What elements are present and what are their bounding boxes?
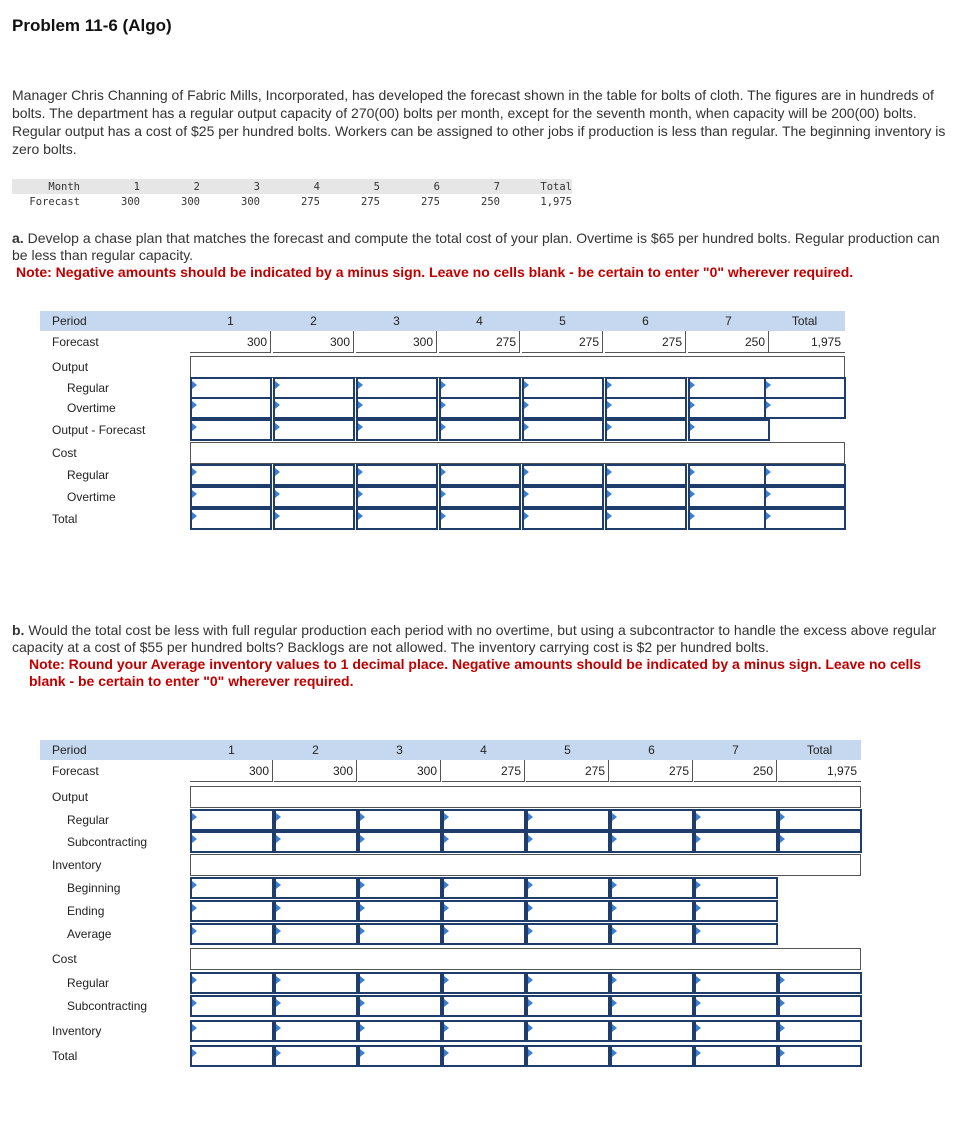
period-header: 1 — [228, 743, 235, 757]
subcontracting-cost-input[interactable] — [358, 995, 442, 1017]
period-label: Period — [52, 743, 87, 757]
ending-inventory-input[interactable] — [358, 900, 442, 922]
summary-month: Total — [500, 179, 572, 194]
question-a — [12, 230, 956, 281]
problem-title: Problem 11-6 (Algo) — [12, 16, 172, 35]
forecast-row-label: Forecast — [52, 335, 99, 349]
total-cost-input[interactable] — [356, 508, 438, 530]
period-header: Total — [791, 314, 818, 328]
output-row-blank — [190, 356, 845, 378]
overtime-cost-input[interactable] — [439, 486, 521, 508]
ending-inventory-label: Ending — [67, 904, 105, 918]
total-cost-label: Total — [52, 512, 78, 526]
beginning-inventory-input[interactable] — [358, 877, 442, 899]
overtime-output-input[interactable] — [764, 397, 846, 419]
output-minus-forecast-input[interactable] — [190, 419, 272, 441]
overtime-output-input[interactable] — [190, 397, 272, 419]
overtime-output-input[interactable] — [273, 397, 355, 419]
cost-row-blank — [190, 948, 861, 970]
total-cost-input[interactable] — [522, 508, 604, 530]
question-a-text: Develop a chase plan that matches the forecast and compute the total cost of your plan. Overtime is $65 per hundred bolts. Regular production can be less than regular capacity. — [12, 230, 940, 263]
forecast-value: 275 — [584, 764, 605, 778]
forecast-value: 1,975 — [826, 764, 857, 778]
question-a-label: a. — [12, 230, 24, 246]
regular-output-input[interactable] — [778, 809, 862, 831]
cost-label: Cost — [52, 952, 77, 966]
regular-output-label: Regular — [67, 813, 110, 827]
subcontracting-output-input[interactable] — [610, 831, 694, 853]
ending-inventory-input[interactable] — [442, 900, 526, 922]
question-b-text: Would the total cost be less with full regular production each period with no overtime, but using a subcontractor to handle the excess above regular capacity at a cost of $55 per hundred bolts? Backlogs are not allowed. The inventory carrying cost is $2 per hundred bolts. — [12, 622, 937, 655]
beginning-inventory-input[interactable] — [526, 877, 610, 899]
regular-cost-label: Regular — [67, 976, 110, 990]
period-header: 6 — [642, 314, 649, 328]
regular-cost-input[interactable] — [605, 464, 687, 486]
regular-output-input[interactable] — [688, 377, 770, 399]
output-minus-forecast-input[interactable] — [688, 419, 770, 441]
subcontracting-output-input[interactable] — [274, 831, 358, 853]
total-cost-input[interactable] — [190, 1045, 274, 1067]
summary-forecast: 250 — [481, 195, 500, 208]
output-minus-forecast-input[interactable] — [605, 419, 687, 441]
forecast-value: 275 — [500, 764, 521, 778]
question-a-note: Note: Negative amounts should be indicated by a minus sign. Leave no cells blank - be certain to enter "0" wherever required. — [16, 264, 854, 280]
period-header: 1 — [227, 314, 234, 328]
subcontracting-cost-input[interactable] — [778, 995, 862, 1017]
beginning-inventory-input[interactable] — [442, 877, 526, 899]
regular-cost-label: Regular — [67, 468, 110, 482]
average-inventory-input[interactable] — [526, 923, 610, 945]
summary-month: 1 — [80, 179, 140, 194]
output-minus-forecast-input[interactable] — [439, 419, 521, 441]
regular-cost-input[interactable] — [190, 464, 272, 486]
subcontracting-output-input[interactable] — [442, 831, 526, 853]
total-cost-input[interactable] — [190, 508, 272, 530]
beginning-inventory-label: Beginning — [67, 881, 121, 895]
inventory-row-blank — [190, 854, 861, 876]
summary-month: 5 — [320, 179, 380, 194]
total-cost-input[interactable] — [274, 1045, 358, 1067]
subcontracting-output-input[interactable] — [190, 831, 274, 853]
subcontracting-output-input[interactable] — [358, 831, 442, 853]
forecast-value: 300 — [412, 335, 433, 349]
overtime-output-label: Overtime — [67, 401, 116, 415]
regular-output-input[interactable] — [764, 377, 846, 399]
summary-month: 4 — [260, 179, 320, 194]
output-label: Output — [52, 360, 89, 374]
total-cost-input[interactable] — [688, 508, 770, 530]
average-inventory-input[interactable] — [190, 923, 274, 945]
subcontracting-output-input[interactable] — [526, 831, 610, 853]
forecast-label: Forecast — [29, 195, 80, 208]
inventory-cost-input[interactable] — [778, 1020, 862, 1042]
forecast-row-label: Forecast — [52, 764, 99, 778]
forecast-value: 300 — [416, 764, 437, 778]
average-inventory-input[interactable] — [442, 923, 526, 945]
inventory-cost-input[interactable] — [190, 1020, 274, 1042]
summary-month: 3 — [200, 179, 260, 194]
period-label: Period — [52, 314, 87, 328]
regular-cost-input[interactable] — [442, 972, 526, 994]
period-header: 7 — [725, 314, 732, 328]
summary-forecast: 300 — [181, 195, 200, 208]
period-header: 2 — [312, 743, 319, 757]
subcontracting-cost-input[interactable] — [526, 995, 610, 1017]
average-inventory-input[interactable] — [694, 923, 778, 945]
beginning-inventory-input[interactable] — [274, 877, 358, 899]
output-minus-forecast-label: Output - Forecast — [52, 423, 146, 437]
question-b-label: b. — [12, 622, 25, 638]
overtime-cost-input[interactable] — [688, 486, 770, 508]
period-header: 4 — [476, 314, 483, 328]
regular-cost-input[interactable] — [274, 972, 358, 994]
regular-cost-input[interactable] — [439, 464, 521, 486]
regular-output-input[interactable] — [526, 809, 610, 831]
summary-forecast: 1,975 — [540, 195, 572, 208]
regular-output-input[interactable] — [605, 377, 687, 399]
inventory-label: Inventory — [52, 858, 102, 872]
forecast-value: 300 — [248, 764, 269, 778]
summary-forecast: 275 — [301, 195, 320, 208]
ending-inventory-input[interactable] — [610, 900, 694, 922]
ending-inventory-input[interactable] — [190, 900, 274, 922]
forecast-summary-table — [12, 179, 572, 209]
regular-cost-input[interactable] — [356, 464, 438, 486]
inventory-cost-input[interactable] — [694, 1020, 778, 1042]
problem-description: Manager Chris Channing of Fabric Mills, Incorporated, has developed the forecast shown in the table for bolts of cloth. The figures are in hundreds of bolts. The department has a regular output capacity of 270(00) bolts per month, except for the seventh month, when capacity will be 200(00) bolts. Regular output has a cost of $25 per hundred bolts. Workers can be assigned to other jobs if production is less than regular. The beginning inventory is zero bolts. — [12, 87, 946, 157]
subcontracting-output-input[interactable] — [694, 831, 778, 853]
cost-label: Cost — [52, 446, 77, 460]
overtime-cost-input[interactable] — [273, 486, 355, 508]
overtime-output-input[interactable] — [439, 397, 521, 419]
subcontracting-cost-input[interactable] — [694, 995, 778, 1017]
subcontracting-cost-input[interactable] — [610, 995, 694, 1017]
overtime-output-input[interactable] — [605, 397, 687, 419]
regular-output-label: Regular — [67, 381, 110, 395]
summary-month: 7 — [440, 179, 500, 194]
regular-cost-input[interactable] — [610, 972, 694, 994]
overtime-output-input[interactable] — [522, 397, 604, 419]
output-minus-forecast-input[interactable] — [356, 419, 438, 441]
question-b-note: Note: Round your Average inventory values to 1 decimal place. Negative amounts should be indicated by a minus sign. Leave no cells blank - be certain to enter "0" wherever required. — [29, 656, 922, 689]
total-cost-input[interactable] — [358, 1045, 442, 1067]
period-header: 2 — [310, 314, 317, 328]
overtime-cost-input[interactable] — [605, 486, 687, 508]
regular-cost-input[interactable] — [694, 972, 778, 994]
regular-output-input[interactable] — [356, 377, 438, 399]
regular-output-input[interactable] — [274, 809, 358, 831]
inventory-cost-input[interactable] — [274, 1020, 358, 1042]
period-header: 3 — [396, 743, 403, 757]
period-header: 5 — [559, 314, 566, 328]
inventory-cost-input[interactable] — [526, 1020, 610, 1042]
forecast-value: 250 — [752, 764, 773, 778]
regular-cost-input[interactable] — [764, 464, 846, 486]
regular-output-input[interactable] — [610, 809, 694, 831]
forecast-value: 275 — [578, 335, 599, 349]
inventory-cost-input[interactable] — [610, 1020, 694, 1042]
regular-cost-input[interactable] — [273, 464, 355, 486]
total-cost-input[interactable] — [273, 508, 355, 530]
beginning-inventory-input[interactable] — [694, 877, 778, 899]
output-label: Output — [52, 790, 89, 804]
forecast-value: 275 — [668, 764, 689, 778]
summary-forecast: 275 — [361, 195, 380, 208]
forecast-value: 1,975 — [810, 335, 841, 349]
output-row-blank — [190, 786, 861, 808]
regular-output-input[interactable] — [694, 809, 778, 831]
inventory-cost-input[interactable] — [358, 1020, 442, 1042]
question-b — [12, 622, 956, 690]
regular-output-input[interactable] — [522, 377, 604, 399]
overtime-cost-input[interactable] — [190, 486, 272, 508]
inventory-cost-label: Inventory — [52, 1024, 102, 1038]
regular-cost-input[interactable] — [358, 972, 442, 994]
subcontracting-cost-label: Subcontracting — [67, 999, 148, 1013]
forecast-value: 275 — [495, 335, 516, 349]
regular-output-input[interactable] — [442, 809, 526, 831]
total-cost-input[interactable] — [694, 1045, 778, 1067]
regular-cost-input[interactable] — [522, 464, 604, 486]
subcontracting-cost-input[interactable] — [274, 995, 358, 1017]
output-minus-forecast-input[interactable] — [273, 419, 355, 441]
subcontracting-cost-input[interactable] — [190, 995, 274, 1017]
forecast-value: 250 — [744, 335, 765, 349]
month-label: Month — [12, 179, 80, 194]
forecast-value: 300 — [246, 335, 267, 349]
beginning-inventory-input[interactable] — [610, 877, 694, 899]
overtime-output-input[interactable] — [688, 397, 770, 419]
total-cost-label: Total — [52, 1049, 78, 1063]
regular-cost-input[interactable] — [190, 972, 274, 994]
total-cost-input[interactable] — [764, 508, 846, 530]
average-inventory-input[interactable] — [610, 923, 694, 945]
period-header: 4 — [480, 743, 487, 757]
total-cost-input[interactable] — [605, 508, 687, 530]
forecast-value: 275 — [661, 335, 682, 349]
subcontracting-cost-input[interactable] — [442, 995, 526, 1017]
regular-output-input[interactable] — [190, 377, 272, 399]
period-header: 7 — [732, 743, 739, 757]
total-cost-input[interactable] — [526, 1045, 610, 1067]
average-inventory-input[interactable] — [274, 923, 358, 945]
summary-forecast: 300 — [241, 195, 260, 208]
summary-month: 6 — [380, 179, 440, 194]
output-minus-forecast-input[interactable] — [522, 419, 604, 441]
ending-inventory-input[interactable] — [694, 900, 778, 922]
forecast-value: 300 — [332, 764, 353, 778]
average-inventory-label: Average — [67, 927, 112, 941]
period-header: 6 — [648, 743, 655, 757]
period-header: Total — [806, 743, 833, 757]
overtime-cost-input[interactable] — [764, 486, 846, 508]
regular-cost-input[interactable] — [778, 972, 862, 994]
regular-output-input[interactable] — [358, 809, 442, 831]
overtime-cost-label: Overtime — [67, 490, 116, 504]
forecast-value: 300 — [329, 335, 350, 349]
cost-row-blank — [190, 442, 845, 464]
regular-output-input[interactable] — [190, 809, 274, 831]
ending-inventory-input[interactable] — [526, 900, 610, 922]
regular-output-input[interactable] — [273, 377, 355, 399]
regular-output-input[interactable] — [439, 377, 521, 399]
overtime-output-input[interactable] — [356, 397, 438, 419]
ending-inventory-input[interactable] — [274, 900, 358, 922]
total-cost-input[interactable] — [778, 1045, 862, 1067]
overtime-cost-input[interactable] — [356, 486, 438, 508]
total-cost-input[interactable] — [442, 1045, 526, 1067]
subcontracting-output-input[interactable] — [778, 831, 862, 853]
regular-cost-input[interactable] — [526, 972, 610, 994]
period-header: 3 — [393, 314, 400, 328]
subcontracting-output-label: Subcontracting — [67, 835, 148, 849]
beginning-inventory-input[interactable] — [190, 877, 274, 899]
regular-cost-input[interactable] — [688, 464, 770, 486]
total-cost-input[interactable] — [439, 508, 521, 530]
summary-month: 2 — [140, 179, 200, 194]
summary-forecast: 300 — [121, 195, 140, 208]
inventory-cost-input[interactable] — [442, 1020, 526, 1042]
average-inventory-input[interactable] — [358, 923, 442, 945]
total-cost-input[interactable] — [610, 1045, 694, 1067]
summary-forecast: 275 — [421, 195, 440, 208]
overtime-cost-input[interactable] — [522, 486, 604, 508]
period-header: 5 — [564, 743, 571, 757]
